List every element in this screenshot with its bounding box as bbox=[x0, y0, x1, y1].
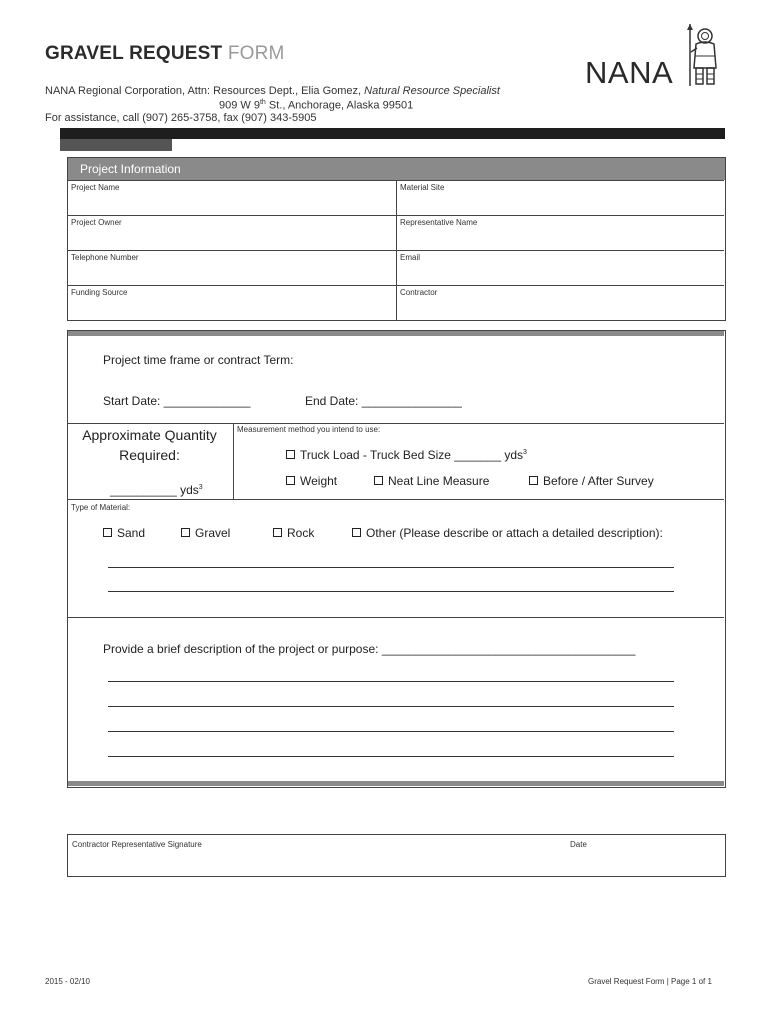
nana-logo-text: NANA bbox=[585, 55, 674, 90]
before-after-checkbox[interactable] bbox=[529, 476, 538, 485]
address-line-1 bbox=[45, 85, 500, 97]
approximate-quantity-label-1: Approximate Quantity bbox=[82, 427, 217, 443]
signature-date-label: Date bbox=[570, 840, 587, 849]
type-of-material-label: Type of Material: bbox=[71, 503, 131, 512]
project-description-line-2[interactable] bbox=[108, 706, 674, 707]
project-information-section bbox=[67, 157, 726, 321]
assistance-line: For assistance, call (907) 265-3758, fax (907) 343-5905 bbox=[45, 112, 317, 124]
address-line-2 bbox=[219, 99, 413, 112]
other-text: Other (Please describe or attach a detailed description): bbox=[366, 526, 663, 540]
address-line-2-post: St., Anchorage, Alaska 99501 bbox=[265, 99, 414, 112]
sand-text: Sand bbox=[117, 526, 146, 540]
header-band-grey bbox=[60, 139, 172, 151]
project-information-heading: Project Information bbox=[68, 158, 725, 180]
rock-checkbox[interactable] bbox=[273, 528, 282, 537]
material-site-label: Material Site bbox=[400, 183, 445, 192]
signature-label: Contractor Representative Signature bbox=[72, 840, 202, 849]
signature-field[interactable] bbox=[69, 849, 549, 875]
truck-load-option[interactable] bbox=[286, 448, 527, 462]
other-option[interactable] bbox=[352, 526, 663, 540]
neat-line-option[interactable] bbox=[374, 474, 489, 488]
request-details-section bbox=[67, 330, 726, 788]
contractor-field[interactable] bbox=[398, 299, 723, 319]
approximate-quantity-label bbox=[68, 425, 231, 465]
start-date-field[interactable]: Start Date: _____________ bbox=[103, 394, 251, 408]
form-title bbox=[45, 43, 285, 65]
project-owner-label: Project Owner bbox=[71, 218, 122, 227]
address-line-1-italic: Natural Resource Specialist bbox=[364, 85, 500, 97]
address-line-2-pre: 909 W 9 bbox=[219, 99, 260, 112]
quantity-yds-sup: 3 bbox=[198, 484, 203, 491]
project-description-line-3[interactable] bbox=[108, 731, 674, 732]
title-bold: GRAVEL REQUEST bbox=[45, 43, 223, 64]
end-date-field[interactable]: End Date: _______________ bbox=[305, 394, 462, 408]
rock-option[interactable] bbox=[273, 526, 314, 540]
footer-revision: 2015 - 02/10 bbox=[45, 977, 90, 986]
gravel-text: Gravel bbox=[195, 526, 231, 540]
representative-name-field[interactable] bbox=[398, 229, 723, 249]
quantity-yds-text: __________ yds bbox=[110, 483, 199, 497]
rock-text: Rock bbox=[287, 526, 315, 540]
funding-source-field[interactable] bbox=[69, 299, 394, 319]
neat-line-text: Neat Line Measure bbox=[388, 474, 490, 488]
title-light: FORM bbox=[227, 43, 285, 64]
quantity-yds-field[interactable] bbox=[110, 483, 203, 497]
weight-checkbox[interactable] bbox=[286, 476, 295, 485]
project-description-line-1[interactable] bbox=[108, 681, 674, 682]
project-owner-field[interactable] bbox=[69, 229, 394, 249]
material-site-field[interactable] bbox=[398, 194, 723, 214]
section-top-bar bbox=[68, 331, 724, 336]
header-band-dark bbox=[60, 128, 725, 139]
email-label: Email bbox=[400, 253, 421, 262]
project-name-label: Project Name bbox=[71, 183, 120, 192]
section-bottom-bar bbox=[68, 781, 724, 786]
address-line-2-sup: th bbox=[259, 99, 266, 106]
signature-section bbox=[67, 834, 726, 877]
weight-text: Weight bbox=[300, 474, 338, 488]
approximate-quantity-label-2: Required: bbox=[119, 447, 180, 463]
sand-option[interactable] bbox=[103, 526, 145, 540]
timeframe-prompt: Project time frame or contract Term: bbox=[103, 353, 294, 367]
before-after-text: Before / After Survey bbox=[543, 474, 654, 488]
neat-line-checkbox[interactable] bbox=[374, 476, 383, 485]
project-name-field[interactable] bbox=[69, 194, 394, 214]
truck-load-text: Truck Load - Truck Bed Size _______ yds bbox=[300, 448, 524, 462]
project-description-prompt: Provide a brief description of the project or purpose: ______________________________________ bbox=[103, 642, 636, 656]
nana-logo-figure-icon bbox=[683, 22, 723, 88]
project-description-line-4[interactable] bbox=[108, 756, 674, 757]
truck-load-sup: 3 bbox=[523, 449, 527, 456]
signature-date-field[interactable] bbox=[568, 849, 718, 875]
weight-option[interactable] bbox=[286, 474, 337, 488]
email-field[interactable] bbox=[398, 264, 723, 284]
sand-checkbox[interactable] bbox=[103, 528, 112, 537]
telephone-number-label: Telephone Number bbox=[71, 253, 139, 262]
truck-load-checkbox[interactable] bbox=[286, 450, 295, 459]
material-description-line-2[interactable] bbox=[108, 591, 674, 592]
gravel-checkbox[interactable] bbox=[181, 528, 190, 537]
footer-page: Gravel Request Form | Page 1 of 1 bbox=[588, 977, 712, 986]
gravel-option[interactable] bbox=[181, 526, 230, 540]
telephone-number-field[interactable] bbox=[69, 264, 394, 284]
before-after-option[interactable] bbox=[529, 474, 654, 488]
address-line-1-text: NANA Regional Corporation, Attn: Resources Dept., Elia Gomez, bbox=[45, 85, 365, 97]
measurement-method-label: Measurement method you intend to use: bbox=[237, 425, 381, 434]
representative-name-label: Representative Name bbox=[400, 218, 478, 227]
material-description-line-1[interactable] bbox=[108, 567, 674, 568]
other-checkbox[interactable] bbox=[352, 528, 361, 537]
contractor-label: Contractor bbox=[400, 288, 438, 297]
funding-source-label: Funding Source bbox=[71, 288, 128, 297]
